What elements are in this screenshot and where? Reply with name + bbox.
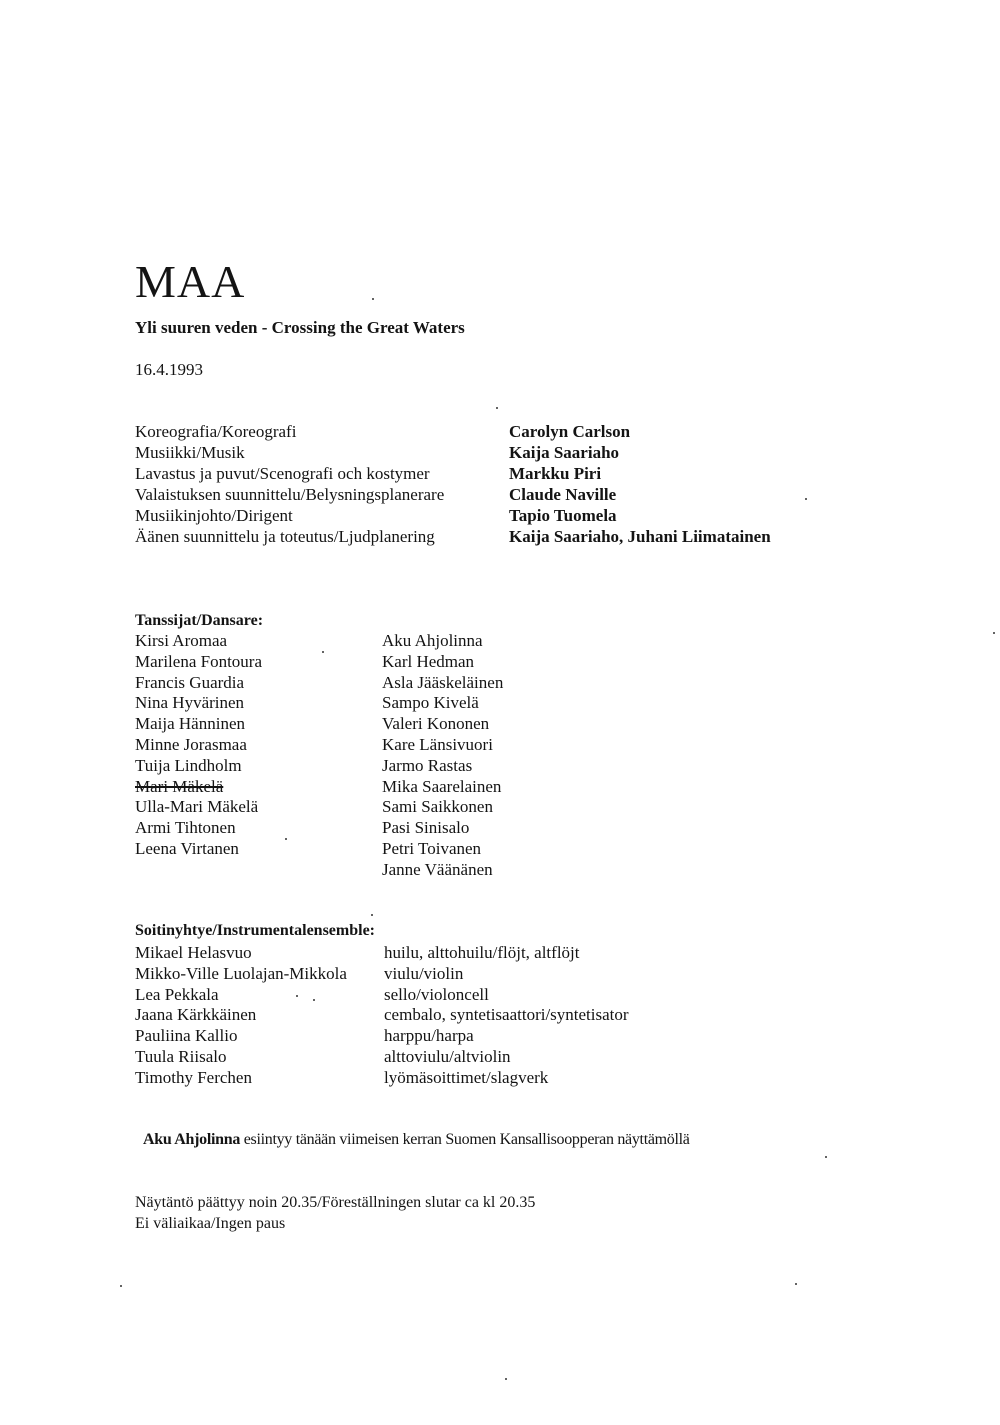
musician-instrument: sello/violoncell (384, 984, 489, 1004)
credit-name: Tapio Tuomela (509, 506, 617, 525)
scan-speck (371, 914, 373, 916)
performance-date: 16.4.1993 (135, 360, 203, 379)
credit-name: Carolyn Carlson (509, 422, 631, 441)
musician-name: Mikael Helasvuo (135, 943, 252, 962)
farewell-note (143, 1131, 690, 1149)
dancer-name: Sami Saikkonen (382, 797, 493, 817)
dancer-name: Leena Virtanen (135, 838, 239, 858)
scan-speck (313, 999, 315, 1001)
dancer-name: Mika Saarelainen (382, 776, 502, 796)
credit-name: Claude Naville (509, 485, 617, 504)
duration-line: Näytäntö päättyy noin 20.35/Föreställningen slutar ca kl 20.35 (135, 1194, 536, 1211)
musician-instrument: alttoviulu/altviolin (384, 1046, 511, 1066)
musician-name: Lea Pekkala (135, 984, 219, 1004)
dancer-name: Jarmo Rastas (382, 755, 473, 775)
note-name: Aku Ahjolinna (143, 1131, 241, 1148)
credit-name: Kaija Saariaho (509, 443, 620, 462)
footer-info (135, 1194, 535, 1236)
dancer-name: Kirsi Aromaa (135, 631, 228, 650)
scan-speck (795, 1283, 797, 1285)
ensemble-heading: Soitinyhtye/Instrumentalensemble: (135, 922, 375, 939)
musician-instrument: cembalo, syntetisaattori/syntetisator (384, 1005, 629, 1025)
dancer-name: Tuija Lindholm (135, 755, 242, 775)
musician-instrument: harppu/harpa (384, 1026, 474, 1046)
musician-instrument: huilu, alttohuilu/flöjt, altflöjt (384, 943, 580, 962)
scan-speck (285, 838, 287, 840)
dancer-name: Sampo Kivelä (382, 693, 479, 713)
dancer-name: Aku Ahjolinna (382, 631, 483, 650)
note-text: esiintyy tänään viimeisen kerran Suomen Kansallisoopperan näyttämöllä (240, 1131, 690, 1148)
dancer-name: Karl Hedman (382, 651, 475, 671)
dancer-name: Francis Guardia (135, 672, 245, 692)
musician-name: Mikko-Ville Luolajan-Mikkola (135, 963, 347, 983)
dancer-name: Kare Länsivuori (382, 734, 493, 754)
scan-speck (296, 995, 298, 997)
dancer-name: Armi Tihtonen (135, 818, 236, 838)
dancer-name: Asla Jääskeläinen (382, 672, 504, 692)
scan-speck (496, 407, 498, 409)
dancers-heading: Tanssijat/Dansare: (135, 612, 264, 629)
credit-role: Musiikki/Musik (135, 443, 245, 462)
dancer-name: Maija Hänninen (135, 714, 245, 734)
scan-speck (120, 1285, 122, 1287)
musician-name: Jaana Kärkkäinen (135, 1005, 257, 1025)
credit-role: Valaistuksen suunnittelu/Belysningsplanerare (135, 485, 445, 504)
musician-name: Tuula Riisalo (135, 1046, 227, 1066)
dancer-name: Ulla-Mari Mäkelä (135, 797, 259, 817)
credit-name: Markku Piri (509, 464, 602, 483)
credit-role: Äänen suunnittelu ja toteutus/Ljudplanering (135, 527, 435, 546)
dancer-name: Minne Jorasmaa (135, 734, 247, 754)
dancer-name: Janne Väänänen (382, 859, 493, 879)
scan-speck (993, 632, 995, 634)
scan-speck (825, 1156, 827, 1158)
credit-role: Musiikinjohto/Dirigent (135, 506, 293, 525)
page-title: MAA (135, 256, 246, 307)
musician-name: Timothy Ferchen (135, 1067, 252, 1087)
intermission-line: Ei väliaikaa/Ingen paus (135, 1215, 286, 1232)
credit-role: Lavastus ja puvut/Scenografi och kostymer (135, 464, 430, 483)
credit-name: Kaija Saariaho, Juhani Liimatainen (509, 527, 771, 546)
scan-speck (322, 651, 324, 653)
scan-speck (505, 1378, 507, 1380)
musician-instrument: lyömäsoittimet/slagverk (384, 1067, 549, 1087)
dancer-name: Valeri Kononen (382, 714, 490, 734)
dancer-name: Petri Toivanen (382, 838, 482, 858)
dancer-name: Marilena Fontoura (135, 651, 262, 671)
musician-instrument: viulu/violin (384, 963, 464, 983)
dancer-name-struck: Mari Mäkelä (135, 776, 224, 796)
credit-role: Koreografia/Koreografi (135, 422, 297, 441)
musician-name: Pauliina Kallio (135, 1026, 238, 1046)
dancer-name: Pasi Sinisalo (382, 818, 470, 838)
subtitle: Yli suuren veden - Crossing the Great Waters (135, 318, 465, 337)
scan-speck (805, 498, 807, 500)
dancer-name: Nina Hyvärinen (135, 693, 245, 713)
scan-speck (372, 298, 374, 300)
